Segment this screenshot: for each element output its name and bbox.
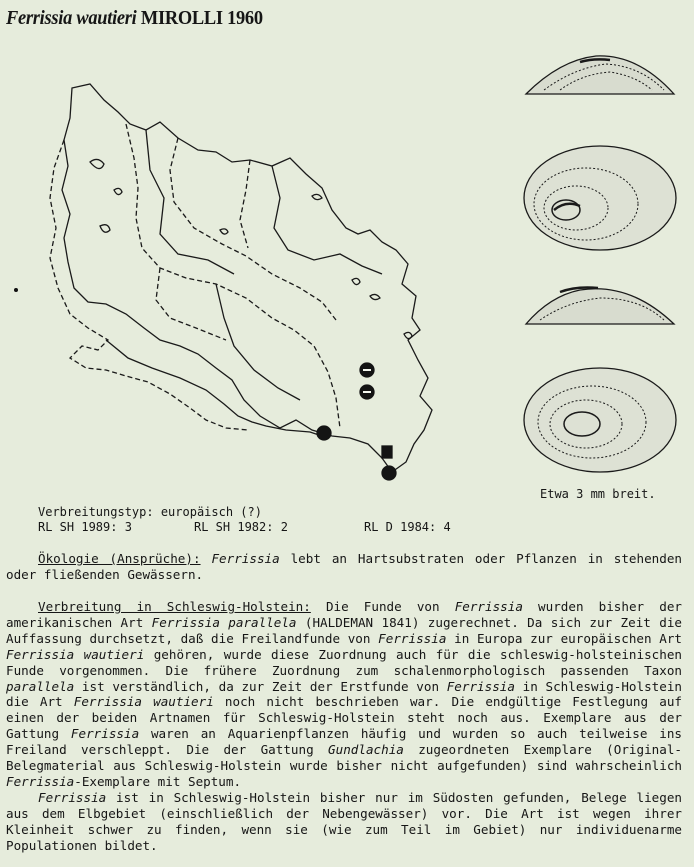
figure-caption: Etwa 3 mm breit.	[540, 487, 656, 501]
map-inner-border-2	[272, 166, 382, 274]
shell-side-view-1	[520, 50, 680, 100]
page-title	[6, 7, 263, 30]
title-genus: Ferrissia	[6, 7, 73, 29]
map-inner-border-3	[216, 284, 300, 400]
record-marker	[317, 426, 331, 440]
shell-top-view-1	[520, 140, 680, 255]
map-coastline	[62, 84, 432, 472]
shell-side-view-2	[520, 280, 680, 330]
distribution-type: Verbreitungstyp: europäisch (?)	[38, 505, 262, 519]
rl-sh-1989: RL SH 1989: 3	[38, 520, 132, 534]
map-river-2	[170, 138, 336, 320]
record-marker	[382, 466, 396, 480]
distribution-paragraph: Verbreitung in Schleswig-Holstein: Die Funde von Ferrissia wurden bisher der amerikanischen Art Ferrissia parallela (HALDEMAN 1841) zugerechnet. Da sich zur Zeit die Auffassung durchsetzt, daß die Freilandfunde von Ferrissia in Europa zur europäischen Art Ferrissia wautieri gehören, wurde diese Zuordnung auch für die schleswig-holsteinischen Funde vorgenommen. Die frühere Zuordnung zum schalenmorphologisch passenden Taxon parallela ist verständlich, da zur Zeit der Erstfunde von Ferrissia in Schleswig-Holstein die Art Ferrissia wautieri noch nicht beschrieben war. Die endgültige Festlegung auf einen der beiden Artnamen für Schleswig-Holstein steht noch aus. Exemplare aus der Gattung Ferrissia waren an Aquarienpflanzen häufig und wurden so auch teilweise ins Freiland verschleppt. Die der Gattung Gundlachia zugeordneten Exemplare (Original-Belegmaterial aus Schleswig-Holstein wurde bisher nicht aufgefunden) sind wahrscheinlich Ferrissia-Exemplare mit Septum. Ferrissia ist in Schleswig-Holstein bisher nur im Südosten gefunden, Belege liegen aus dem Elbgebiet (einschließlich der Nebengewässer) vor. Die Art ist wegen ihrer Kleinheit schwer zu finden, wenn sie (wie zum Teil im Gebiet) nur individuenarme Populationen bildet.	[6, 599, 682, 853]
map-lakes	[90, 159, 412, 338]
record-marker	[382, 446, 392, 458]
rl-d-1984: RL D 1984: 4	[364, 520, 451, 534]
red-list-row	[38, 520, 451, 534]
map-inner-border-1	[146, 130, 234, 274]
distribution-map	[10, 78, 460, 498]
ecology-paragraph: Ökologie (Ansprüche): Ferrissia lebt an Hartsubstraten oder Pflanzen in stehenden oder fließenden Gewässern.	[6, 551, 682, 582]
title-author: MIROLLI 1960	[140, 7, 263, 29]
map-records	[317, 363, 396, 480]
map-coast-dashed	[50, 140, 248, 430]
map-border-south	[106, 340, 328, 438]
shell-top-view-2	[520, 362, 680, 477]
title-species: wautieri	[76, 7, 137, 29]
distribution-heading: Verbreitung in Schleswig-Holstein:	[38, 599, 311, 614]
map-river-3	[240, 160, 250, 248]
rl-sh-1982: RL SH 1982: 2	[194, 520, 288, 534]
ecology-heading: Ökologie (Ansprüche):	[38, 551, 201, 566]
